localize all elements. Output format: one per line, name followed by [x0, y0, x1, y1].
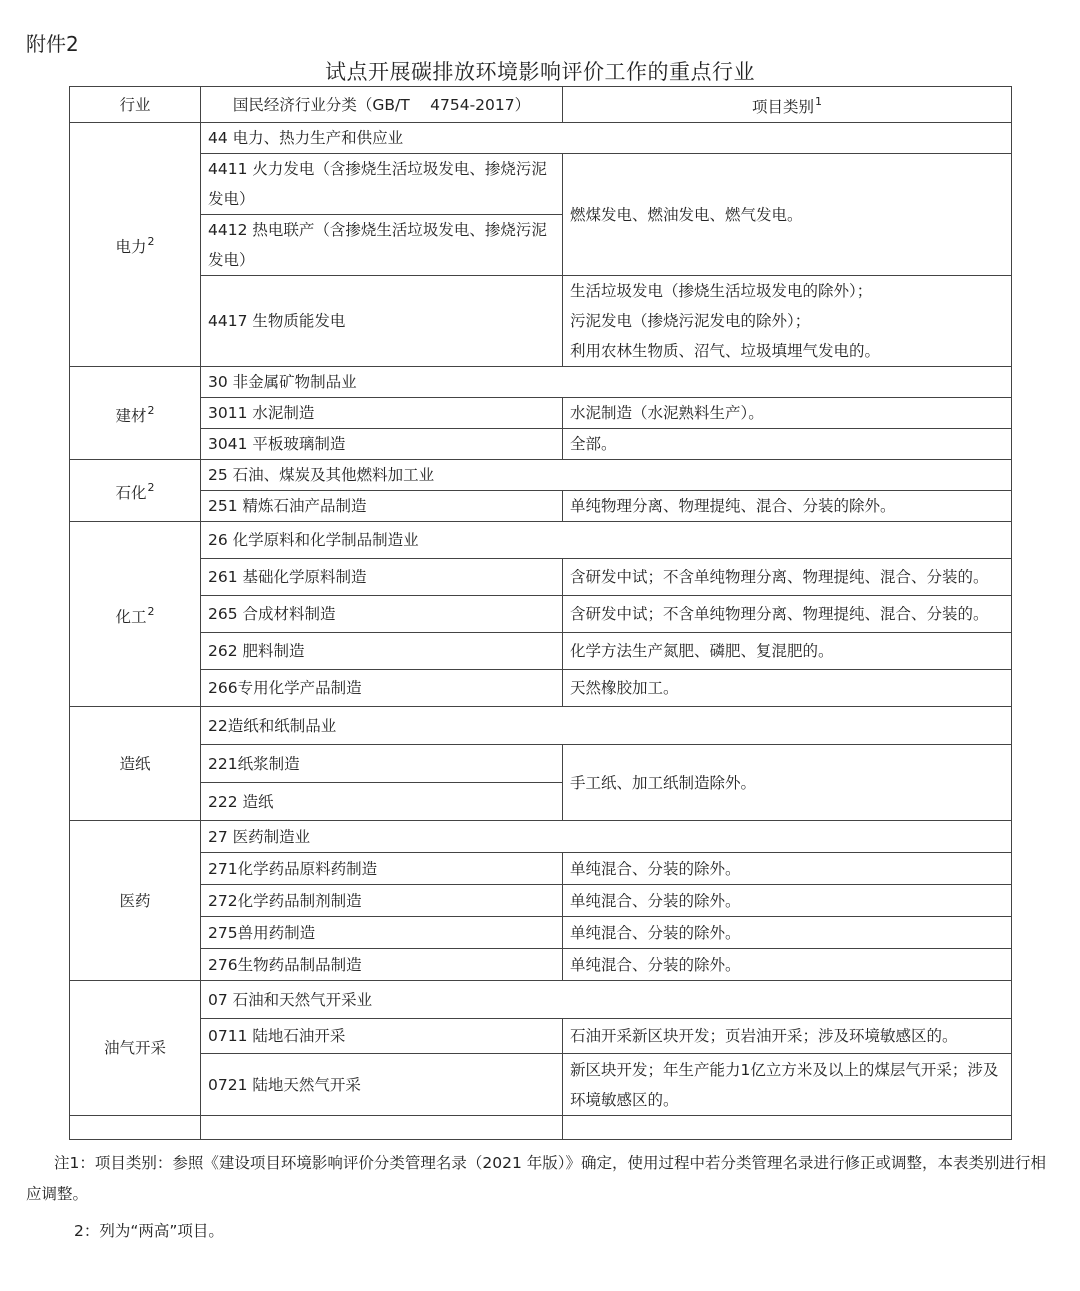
industry-name: 油气开采 — [103, 1039, 166, 1057]
table-row — [70, 367, 1012, 398]
table-row — [70, 522, 1012, 559]
empty-cell — [70, 1116, 201, 1140]
empty-cell — [201, 1116, 563, 1140]
category-cell: 化学方法生产氮肥、磷肥、复混肥的。 — [563, 633, 1012, 670]
category-line: 污泥发电（掺烧污泥发电的除外）； — [570, 312, 811, 330]
industry-name: 电力 — [115, 238, 147, 256]
classification-cell: 0721 陆地天然气开采 — [201, 1054, 563, 1116]
classification-cell: 265 合成材料制造 — [201, 596, 563, 633]
category-cell: 含研发中试；不含单纯物理分离、物理提纯、混合、分装的。 — [563, 559, 1012, 596]
group-heading: 26 化学原料和化学制品制造业 — [201, 522, 1012, 559]
category-line: 生活垃圾发电（掺烧生活垃圾发电的除外）； — [570, 282, 873, 300]
classification-cell: 271化学药品原料药制造 — [201, 853, 563, 885]
document-title: 试点开展碳排放环境影响评价工作的重点行业 — [325, 60, 755, 84]
table-row — [70, 559, 1012, 596]
category-cell: 单纯混合、分装的除外。 — [563, 949, 1012, 981]
industry-name: 建材 — [115, 406, 147, 425]
industry-cell — [70, 981, 201, 1116]
category-cell: 新区块开发；年生产能力1亿立方米及以上的煤层气开采；涉及环境敏感区的。 — [563, 1054, 1012, 1116]
group-heading: 44 电力、热力生产和供应业 — [201, 123, 1012, 154]
industry-name: 医药 — [119, 891, 151, 910]
footnote-1: 注1：项目类别：参照《建设项目环境影响评价分类管理名录（2021 年版）》确定，使用过程中若分类管理名录进行修正或调整，本表类别进行相应调整。 — [26, 1154, 1046, 1203]
group-heading: 27 医药制造业 — [201, 821, 1012, 853]
classification-cell: 3041 平板玻璃制造 — [201, 429, 563, 460]
classification-cell: 275兽用药制造 — [201, 917, 563, 949]
group-heading: 22造纸和纸制品业 — [201, 707, 1012, 745]
footnote-2: 2：列为“两高”项目。 — [74, 1222, 224, 1240]
table-row — [70, 154, 1012, 215]
header-industry: 行业 — [70, 87, 201, 123]
table-row — [70, 276, 1012, 367]
industry-cell — [70, 707, 201, 821]
table-row — [70, 821, 1012, 853]
table-row — [70, 1054, 1012, 1116]
table-row — [70, 917, 1012, 949]
category-cell: 单纯物理分离、物理提纯、混合、分装的除外。 — [563, 491, 1012, 522]
industry-cell — [70, 367, 201, 460]
table-row — [70, 670, 1012, 707]
classification-cell: 251 精炼石油产品制造 — [201, 491, 563, 522]
attachment-label: 附件2 — [26, 32, 79, 56]
group-heading: 07 石油和天然气开采业 — [201, 981, 1012, 1019]
industry-name: 造纸 — [119, 754, 151, 773]
table-row — [70, 460, 1012, 491]
footnote-marker: 1 — [815, 95, 822, 108]
empty-row — [70, 1116, 1012, 1140]
classification-cell: 3011 水泥制造 — [201, 398, 563, 429]
table-row — [70, 885, 1012, 917]
table-row — [70, 491, 1012, 522]
industry-cell — [70, 522, 201, 707]
classification-cell: 4417 生物质能发电 — [201, 276, 563, 367]
group-heading: 25 石油、煤炭及其他燃料加工业 — [201, 460, 1012, 491]
table-row — [70, 596, 1012, 633]
classification-cell: 266专用化学产品制造 — [201, 670, 563, 707]
table-row — [70, 949, 1012, 981]
classification-cell: 4411 火力发电（含掺烧生活垃圾发电、掺烧污泥发电） — [201, 154, 563, 215]
industry-cell — [70, 123, 201, 367]
industry-cell — [70, 821, 201, 981]
category-cell: 手工纸、加工纸制造除外。 — [563, 745, 1012, 821]
empty-cell — [563, 1116, 1012, 1140]
classification-cell: 0711 陆地石油开采 — [201, 1019, 563, 1054]
footnote-marker: 2 — [147, 481, 155, 494]
industry-cell — [70, 460, 201, 522]
classification-cell: 4412 热电联产（含掺烧生活垃圾发电、掺烧污泥发电） — [201, 215, 563, 276]
classification-cell: 261 基础化学原料制造 — [201, 559, 563, 596]
industry-name: 化工 — [115, 607, 147, 626]
category-cell: 燃煤发电、燃油发电、燃气发电。 — [563, 154, 1012, 276]
category-line: 利用农林生物质、沼气、垃圾填埋气发电的。 — [570, 342, 881, 360]
classification-cell: 221纸浆制造 — [201, 745, 563, 783]
header-classification: 国民经济行业分类（GB/T 4754-2017） — [201, 87, 563, 123]
footnote-marker: 2 — [147, 403, 155, 417]
category-cell: 石油开采新区块开发；页岩油开采；涉及环境敏感区的。 — [563, 1019, 1012, 1054]
category-cell: 天然橡胶加工。 — [563, 670, 1012, 707]
header-row — [70, 87, 1012, 123]
table-row — [70, 853, 1012, 885]
category-cell: 含研发中试；不含单纯物理分离、物理提纯、混合、分装的。 — [563, 596, 1012, 633]
table-row — [70, 981, 1012, 1019]
table-row — [70, 398, 1012, 429]
category-cell: 单纯混合、分装的除外。 — [563, 885, 1012, 917]
category-cell: 水泥制造（水泥熟料生产）。 — [563, 398, 1012, 429]
table-row — [70, 123, 1012, 154]
category-cell: 单纯混合、分装的除外。 — [563, 853, 1012, 885]
table-row — [70, 745, 1012, 783]
table-row — [70, 633, 1012, 670]
header-category-label: 项目类别 — [751, 98, 814, 116]
footnote-marker: 2 — [147, 604, 155, 618]
classification-cell: 222 造纸 — [201, 783, 563, 821]
key-industries-table — [69, 86, 1012, 1140]
header-category — [563, 87, 1012, 123]
table-row — [70, 707, 1012, 745]
category-cell: 单纯混合、分装的除外。 — [563, 917, 1012, 949]
classification-cell: 272化学药品制剂制造 — [201, 885, 563, 917]
table-row — [70, 429, 1012, 460]
footnote-marker: 2 — [147, 235, 155, 248]
industry-name: 石化 — [115, 484, 147, 502]
category-cell: 全部。 — [563, 429, 1012, 460]
group-heading: 30 非金属矿物制品业 — [201, 367, 1012, 398]
classification-cell: 262 肥料制造 — [201, 633, 563, 670]
table-row — [70, 1019, 1012, 1054]
classification-cell: 276生物药品制品制造 — [201, 949, 563, 981]
category-cell — [563, 276, 1012, 367]
